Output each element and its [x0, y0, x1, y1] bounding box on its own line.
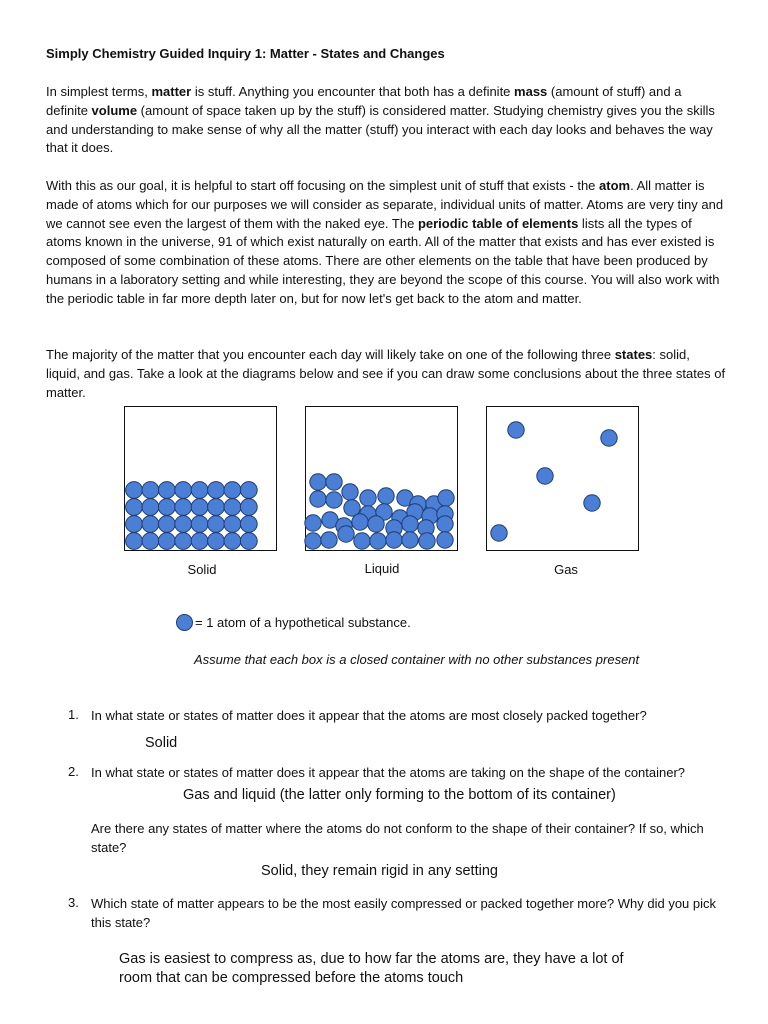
gas-atom [508, 422, 524, 438]
question-3-number: 3. [68, 895, 79, 910]
solid-label: Solid [187, 562, 217, 577]
container-note: Assume that each box is a closed container with no other substances present [194, 652, 640, 667]
liquid-atom [437, 532, 453, 548]
solid-atom [126, 533, 143, 550]
liquid-atom [321, 532, 337, 548]
gas-atom [537, 468, 553, 484]
answer-1: Solid [145, 735, 178, 751]
liquid-atom [437, 516, 453, 532]
liquid-atom [305, 533, 321, 549]
solid-atom [224, 499, 241, 516]
solid-atom [142, 482, 159, 499]
atom-icon [176, 614, 193, 631]
liquid-atom [342, 484, 358, 500]
liquid-atom [326, 474, 342, 490]
solid-atom [240, 533, 257, 550]
solid-atom [158, 516, 175, 533]
question-2-number: 2. [68, 764, 79, 779]
gas-atom [601, 430, 617, 446]
liquid-atom [438, 490, 454, 506]
solid-atom [191, 482, 208, 499]
solid-atom [158, 482, 175, 499]
legend-text: = 1 atom of a hypothetical substance. [195, 615, 411, 630]
solid-atom [191, 499, 208, 516]
liquid-atom [326, 492, 342, 508]
solid-atom [142, 533, 159, 550]
liquid-atom [378, 488, 394, 504]
solid-atom [208, 482, 225, 499]
liquid-atom [352, 514, 368, 530]
document-title: Simply Chemistry Guided Inquiry 1: Matter - States and Changes [46, 46, 445, 61]
liquid-atom [310, 474, 326, 490]
atom-legend [176, 614, 411, 631]
atom-paragraph: With this as our goal, it is helpful to start off focusing on the simplest unit of stuff that exists - the atom. All matter is made of atoms which for our purposes we will consider as separate, individual units of matter. Atoms are very tiny and we cannot see even the largest of them with the naked eye. The periodic table of elements lists all the types of atoms known in the universe, 91 of which exist naturally on earth. All of the matter that exists and has ever existed is composed of some combination of these atoms. There are other elements on the table that have been produced by humans in a laboratory setting and while interesting, they are beyond the scope of this course. You will also work with the periodic table in far more depth later on, but for now let's get back to the atom and matter. [46, 178, 724, 306]
solid-atom [158, 499, 175, 516]
liquid-atom [402, 516, 418, 532]
gas-atom [584, 495, 600, 511]
liquid-atom [386, 532, 402, 548]
gas-atom [491, 525, 507, 541]
solid-atom [224, 516, 241, 533]
solid-atom [175, 499, 192, 516]
solid-atom [224, 533, 241, 550]
answer-2-sub: Solid, they remain rigid in any setting [261, 863, 498, 879]
solid-atom [208, 516, 225, 533]
solid-atom [208, 499, 225, 516]
intro-paragraph: In simplest terms, matter is stuff. Anything you encounter that both has a definite mass (amount of stuff) and a definite volume (amount of space taken up by the stuff) is considered matter. Studying chemistry gives you the skills and understanding to make sense of why all the matter (stuff) you interact with each day looks and behaves the way that it does. [46, 84, 715, 156]
solid-atom [208, 533, 225, 550]
solid-atom [240, 482, 257, 499]
question-2-subquestion: Are there any states of matter where the atoms do not conform to the shape of their container? If so, which state? [91, 821, 704, 855]
solid-atom [175, 533, 192, 550]
liquid-atom [354, 533, 370, 549]
liquid-atom [368, 516, 384, 532]
solid-atom [126, 482, 143, 499]
solid-atom [175, 482, 192, 499]
solid-atom [240, 516, 257, 533]
liquid-atom [305, 515, 321, 531]
question-1-number: 1. [68, 707, 79, 722]
question-1-text: In what state or states of matter does it appear that the atoms are most closely packed together? [91, 708, 647, 723]
answer-2: Gas and liquid (the latter only forming to the bottom of its container) [183, 787, 616, 803]
solid-atom [142, 499, 159, 516]
solid-atom [191, 533, 208, 550]
liquid-atom [338, 526, 354, 542]
solid-atom [142, 516, 159, 533]
liquid-label: Liquid [364, 561, 400, 576]
liquid-atom [360, 490, 376, 506]
liquid-atom [419, 533, 435, 549]
question-3-text: Which state of matter appears to be the most easily compressed or packed together more? Why did you pick this state? [91, 896, 717, 930]
states-paragraph: The majority of the matter that you encounter each day will likely take on one of the following three states: solid, liquid, and gas. Take a look at the diagrams below and see if you can draw some conclusions about the three states of matter. [46, 347, 726, 400]
solid-atom [158, 533, 175, 550]
answer-3: Gas is easiest to compress as, due to how far the atoms are, they have a lot of room that can be compressed before the atoms touch [119, 951, 624, 986]
gas-label: Gas [554, 562, 578, 577]
solid-atom [224, 482, 241, 499]
solid-atom [191, 516, 208, 533]
liquid-atom [370, 533, 386, 549]
solid-atom [126, 516, 143, 533]
liquid-atom [402, 532, 418, 548]
solid-atom [126, 499, 143, 516]
question-2-text: In what state or states of matter does it appear that the atoms are taking on the shape of the container? [91, 765, 686, 780]
solid-atom [175, 516, 192, 533]
liquid-atom [310, 491, 326, 507]
solid-atom [240, 499, 257, 516]
